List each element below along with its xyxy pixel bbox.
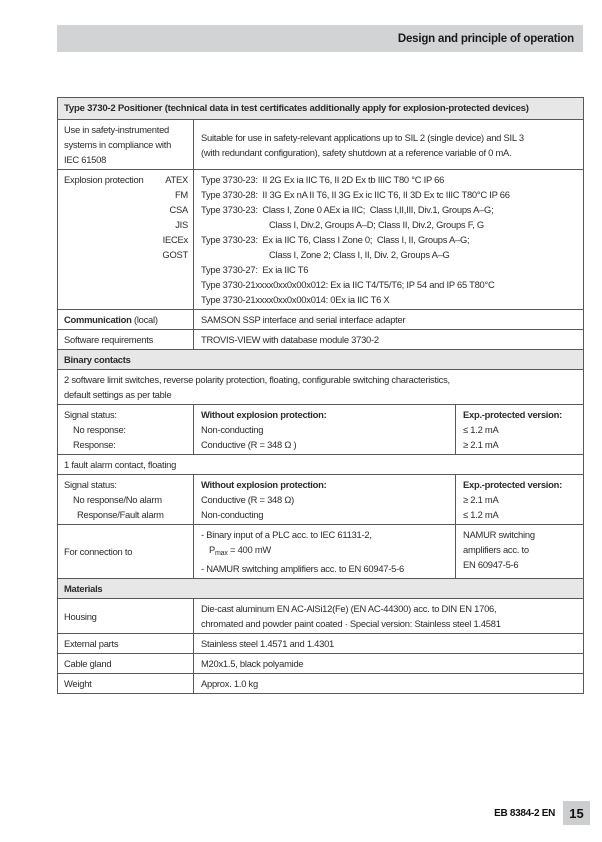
- software-label: Software requirements: [58, 330, 194, 349]
- connection-label: For connection to: [58, 525, 194, 578]
- cable-gland-label: Cable gland: [58, 654, 194, 673]
- agency-csa: CSA: [169, 204, 188, 215]
- footer-page-number-box: [563, 801, 590, 825]
- communication-value: SAMSON SSP interface and serial interface adapter: [201, 314, 406, 325]
- external-parts-value: Stainless steel 1.4571 and 1.4301: [201, 638, 335, 649]
- agency-gost: GOST: [162, 249, 188, 260]
- fault-alarm-col1: Signal status: No response/No alarm Response/Fault alarm: [58, 475, 194, 524]
- binary-contacts-heading: Binary contacts: [64, 354, 131, 365]
- software-value: TROVIS-VIEW with database module 3730-2: [201, 334, 379, 345]
- connection-exp-value: NAMUR switching amplifiers acc. to EN 60947-5-6: [463, 529, 535, 570]
- table-title: Type 3730-2 Positioner (technical data in test certificates additionally apply for explosion-protected devices): [64, 103, 529, 114]
- fault-alarm-note: 1 fault alarm contact, floating: [64, 459, 177, 470]
- row-external-parts: [58, 633, 583, 653]
- row-weight: [58, 673, 583, 693]
- fault-alarm-col3: Exp.-protected version: ≥ 2.1 mA ≤ 1.2 mA: [463, 479, 562, 520]
- page-footer: [494, 801, 590, 825]
- row-communication: [58, 309, 583, 329]
- limit-switch-col1: Signal status: No response: Response:: [58, 405, 194, 454]
- housing-value: Die-cast aluminum EN AC-AlSi12(Fe) (EN AC-44300) acc. to DIN EN 1706, chromated and powder paint coated · Special version: Stainless steel 1.4581: [201, 603, 501, 629]
- housing-label: Housing: [58, 599, 194, 633]
- agency-iecex: IECEx: [162, 234, 188, 245]
- row-fault-alarm-signal-status: [58, 474, 583, 524]
- explosion-label: Explosion protection: [64, 174, 144, 185]
- row-safety: [58, 119, 583, 169]
- weight-value: Approx. 1.0 kg: [201, 678, 258, 689]
- table-title-row: [58, 98, 583, 119]
- weight-label: Weight: [58, 674, 194, 693]
- section-materials: [58, 578, 583, 598]
- safety-label: Use in safety-instrumented systems in compliance with IEC 61508: [58, 120, 194, 169]
- limit-switch-col2: Without explosion protection: Non-conducting Conductive (R = 348 Ω ): [194, 405, 456, 454]
- footer-page-number: 15: [569, 805, 584, 821]
- fault-alarm-col2: Without explosion protection: Conductive (R = 348 Ω) Non-conducting: [194, 475, 456, 524]
- row-software-requirements: [58, 329, 583, 349]
- page-header-bar: [57, 25, 583, 52]
- agency-atex: ATEX: [165, 174, 188, 185]
- row-binary-contacts-intro: 2 software limit switches, reverse polarity protection, floating, configurable switching characteristics, default settings as per table: [58, 369, 583, 404]
- row-limit-switch-signal-status: [58, 404, 583, 454]
- cable-gland-value: M20x1.5, black polyamide: [201, 658, 304, 669]
- explosion-label-column: [58, 170, 194, 309]
- footer-doc-code: EB 8384-2 EN: [494, 807, 555, 819]
- section-binary-contacts: [58, 349, 583, 369]
- limit-switch-col3: Exp.-protected version: ≤ 1.2 mA ≥ 2.1 mA: [463, 409, 562, 450]
- row-for-connection-to: [58, 524, 583, 578]
- external-parts-label: External parts: [58, 634, 194, 653]
- row-explosion-protection: [58, 169, 583, 309]
- row-fault-alarm-note: [58, 454, 583, 474]
- materials-heading: Materials: [64, 583, 103, 594]
- spec-table: [57, 97, 584, 694]
- explosion-value-column: Type 3730-23: II 2G Ex ia IIC T6, II 2D Ex tb IIIC T80 °C IP 66 Type 3730-28: II 3G Ex nA II T6, II 3G Ex ic IIC T6, II 3D Ex tc IIIC T80°C IP 66 Type 3730-23: Class I, Zone 0 AEx ia IIC; Class I,II,III, Div.1, Groups A–G; Class I, Div.2, Groups A–D; Class II, Div.2, Groups F, G Type 3730-23: Ex ia IIC T6, Class I Zone 0; Class I, II, Groups A–G; Class I, Zone 2; Class I, II, Div. 2, Groups A–G Type 3730-27: Ex ia IIC T6 Type 3730-21xxxx0xx0x00x012: Ex ia IIC T4/T5/T6; IP 54 and IP 65 T80°C Type 3730-21xxxx0xx0x00x014: 0Ex ia IIC T6 X: [201, 174, 510, 305]
- communication-label: Communication (local): [58, 310, 194, 329]
- row-housing: [58, 598, 583, 633]
- row-cable-gland: [58, 653, 583, 673]
- page-title: Design and principle of operation: [397, 32, 574, 45]
- agency-jis: JIS: [175, 219, 188, 230]
- agency-fm: FM: [174, 189, 188, 200]
- connection-value: - Binary input of a PLC acc. to IEC 61131-2, $P_{max} = 400$ mW - NAMUR switching amplifiers acc. to EN 60947-5-6: [194, 525, 456, 578]
- safety-value: Suitable for use in safety-relevant applications up to SIL 2 (single device) and SIL 3 (with redundant configuration), safety shutdown at a reference variable of 0 mA.: [201, 131, 524, 158]
